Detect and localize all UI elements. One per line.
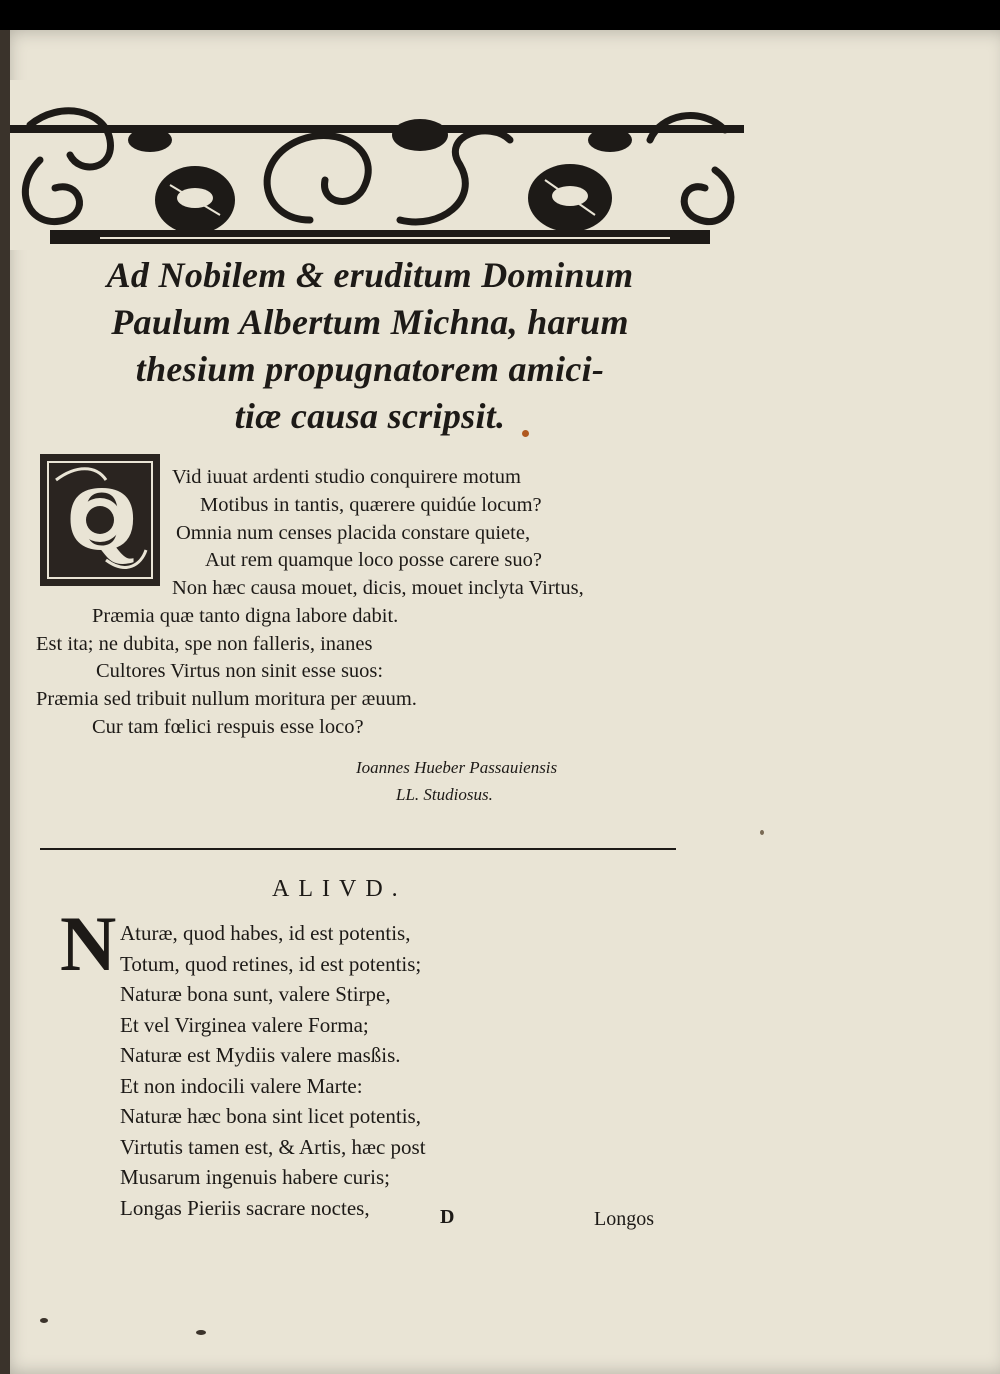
verse-line: Virtutis tamen est, & Artis, hæc post <box>120 1134 426 1159</box>
heading-line: Ad Nobilem & eruditum Dominum <box>106 255 634 295</box>
verse-line: Præmia sed tribuit nullum moritura per æuum. <box>36 688 417 710</box>
verse-line: Aut rem quamque loco posse carere suo? <box>205 549 542 571</box>
verse-line: Longas Pieriis sacrare noctes, <box>120 1195 370 1220</box>
verse-line: Cur tam fœlici respuis esse loco? <box>92 716 364 738</box>
page-gutter <box>0 30 10 1374</box>
paper-speck <box>40 1318 48 1323</box>
heading-line: Paulum Albertum Michna, harum <box>111 302 629 342</box>
verse-line: Et vel Virginea valere Forma; <box>120 1012 369 1037</box>
verse-line: Cultores Virtus non sinit esse suos: <box>96 660 384 682</box>
signature-mark: D <box>440 1206 455 1228</box>
verse-line: Aturæ, quod habes, id est potentis, <box>120 921 411 945</box>
verse-line: Vid iuuat ardenti studio conquirere motum <box>172 466 521 488</box>
ink-spot <box>522 430 529 437</box>
decorated-initial-q <box>36 450 164 590</box>
catchword: Longos <box>594 1208 654 1230</box>
book-page <box>0 30 1000 1374</box>
verse-line: Musarum ingenuis habere curis; <box>120 1165 391 1189</box>
author-title: LL. Studiosus. <box>396 785 493 804</box>
initial-letter: Q <box>66 467 138 569</box>
verse-line: Naturæ est Mydiis valere masßis. <box>120 1043 401 1067</box>
heading-line: tiæ causa scripsit. <box>234 396 506 436</box>
paper-speck <box>760 830 764 835</box>
author-signature: Ioannes Hueber Passauiensis <box>356 758 558 777</box>
paper-speck <box>196 1330 206 1335</box>
verse-line: Est ita; ne dubita, spe non falleris, inanes <box>36 633 373 655</box>
verse-line: Totum, quod retines, id est potentis; <box>120 951 422 976</box>
verse-line: Motibus in tantis, quærere quidúe locum? <box>200 494 542 516</box>
verse-line: Præmia quæ tanto digna labore dabit. <box>92 605 399 627</box>
initial-letter-n: N <box>60 900 117 987</box>
ornamental-headpiece <box>10 80 744 250</box>
dedication-heading <box>60 252 680 440</box>
section-divider <box>40 848 676 850</box>
verse-line: Et non indocili valere Marte: <box>120 1073 363 1098</box>
section-title: ALIVD. <box>272 876 407 902</box>
verse-line: Non hæc causa mouet, dicis, mouet inclyta Virtus, <box>172 577 584 599</box>
poem-two <box>120 918 426 1223</box>
verse-line: Omnia num censes placida constare quiete, <box>176 522 531 544</box>
verse-line: Naturæ bona sunt, valere Stirpe, <box>120 982 391 1006</box>
heading-line: thesium propugnatorem amici- <box>135 349 605 389</box>
verse-line: Naturæ hæc bona sint licet potentis, <box>120 1104 421 1128</box>
